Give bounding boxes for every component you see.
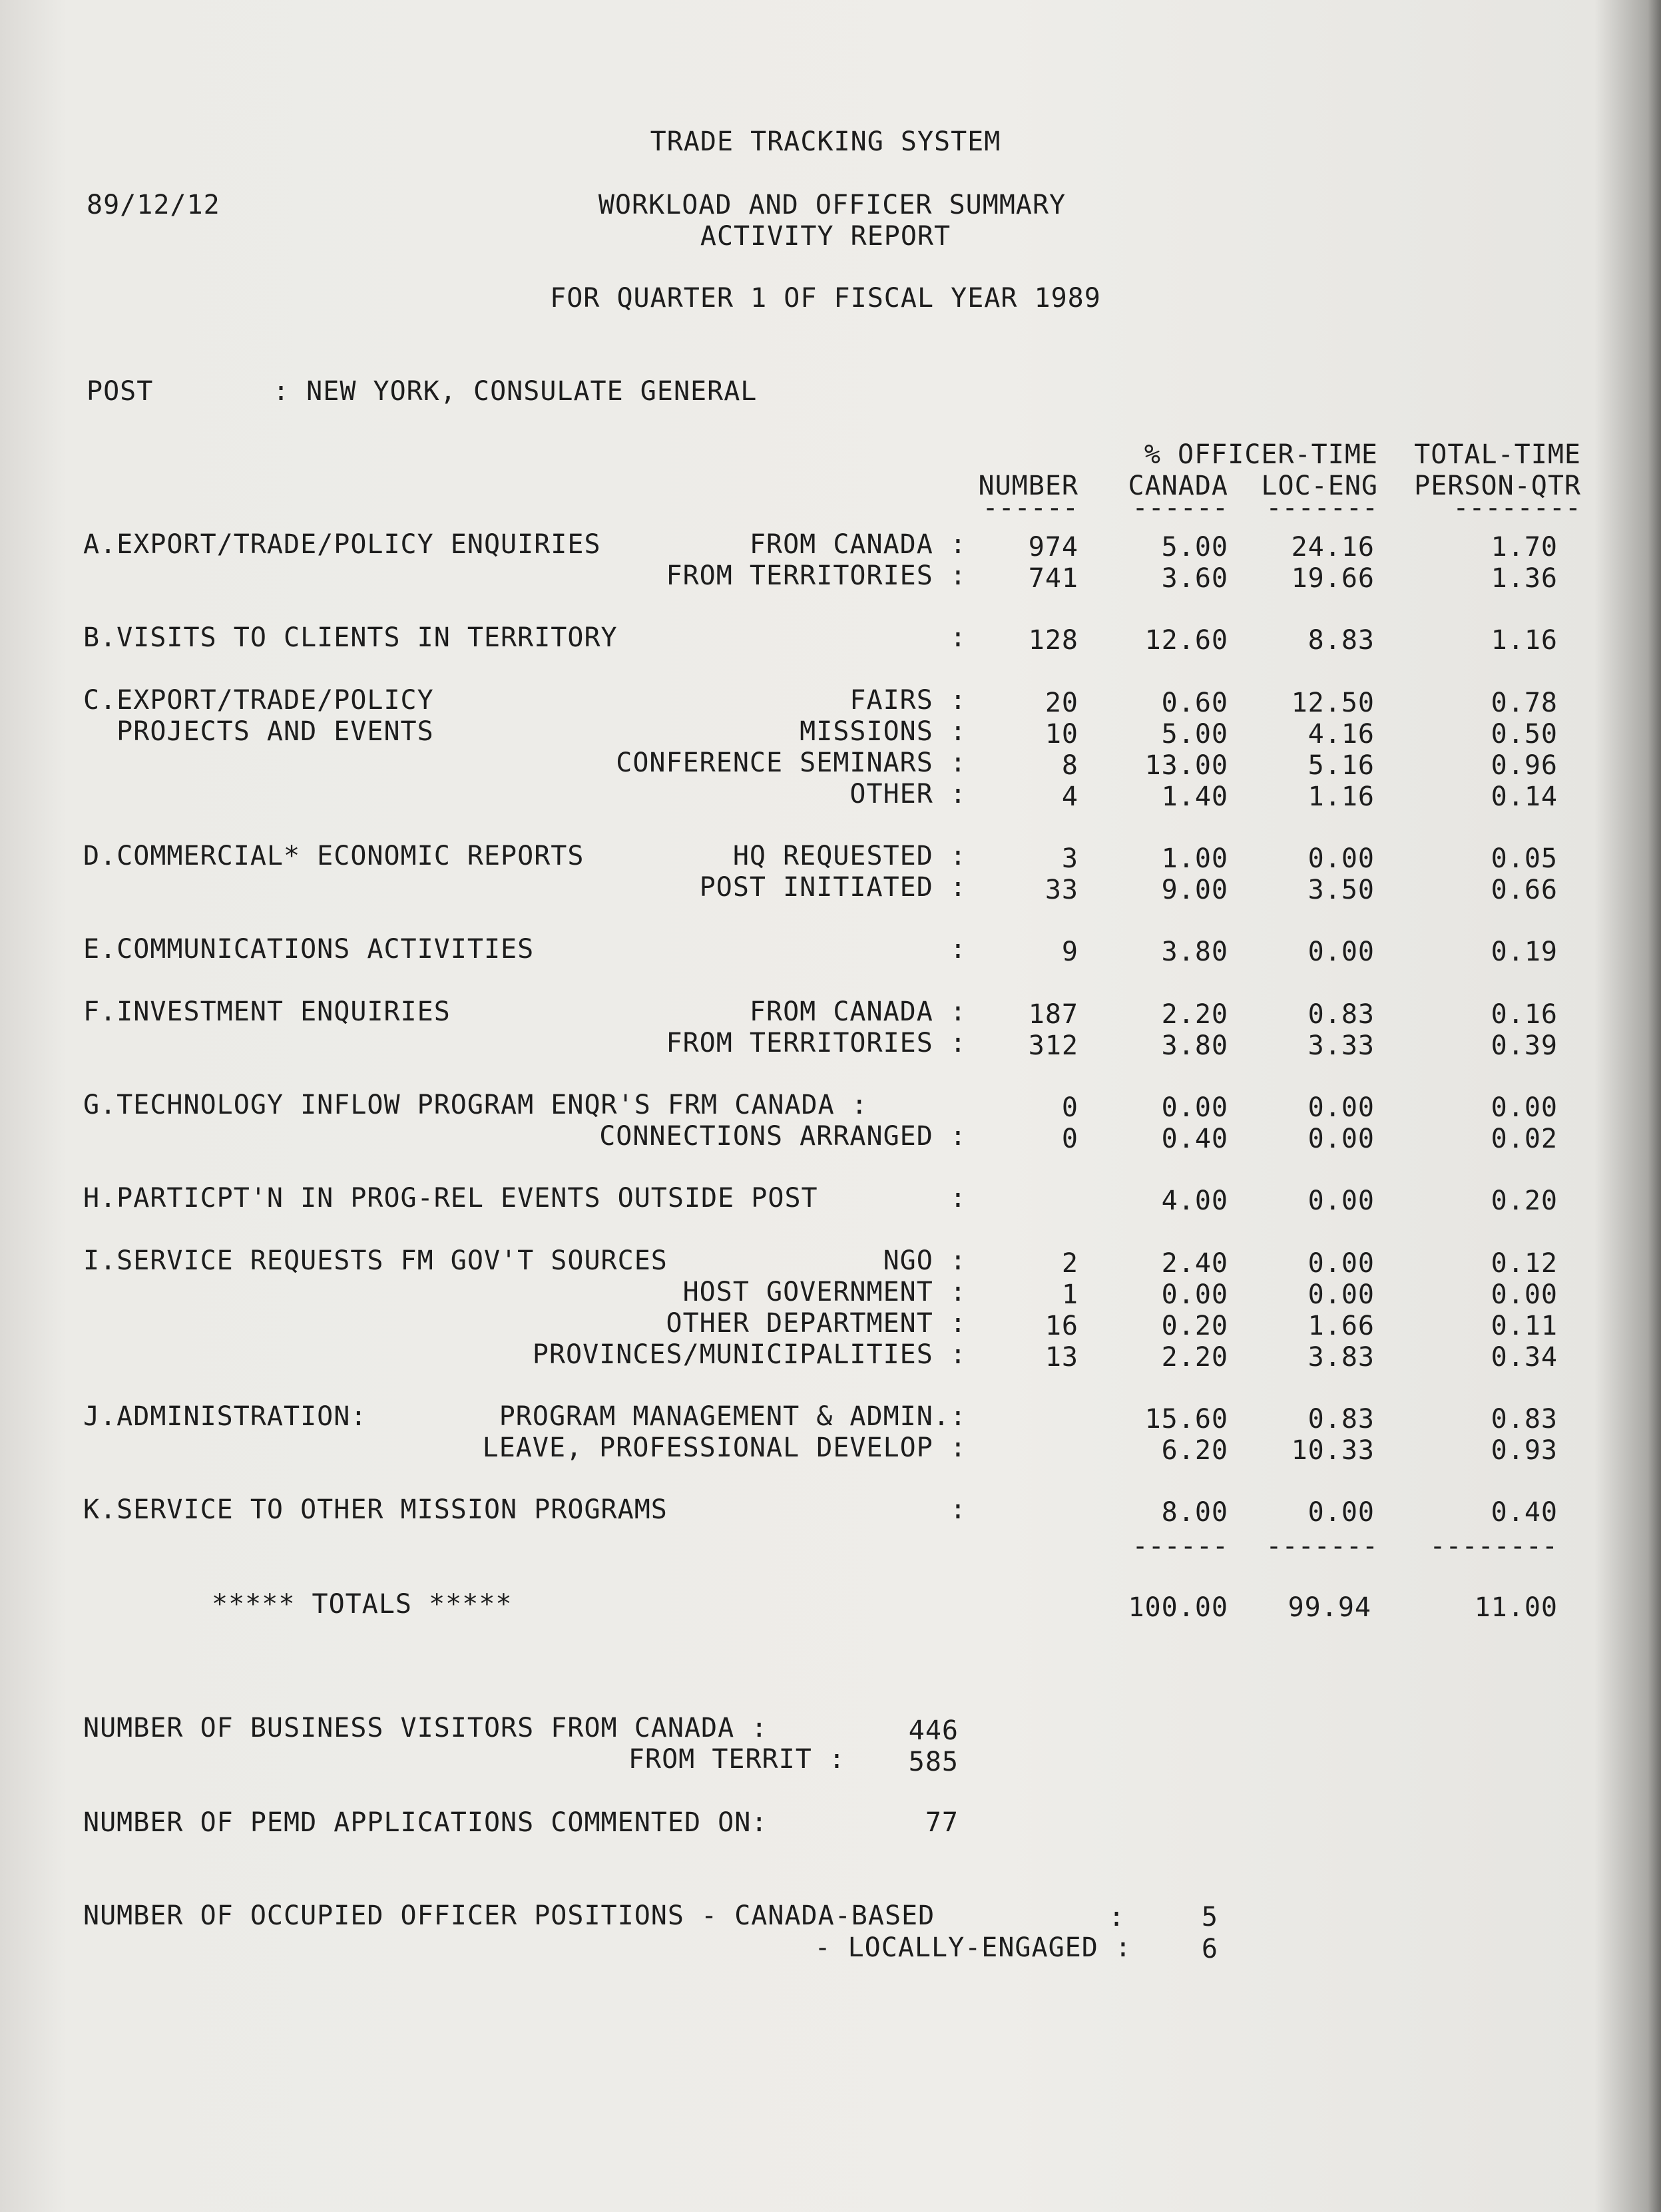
row-loc-eng-pct: 5.16: [1307, 750, 1375, 781]
row-loc-eng-pct: 0.83: [1307, 999, 1375, 1030]
person-qtr-column-header: PERSON-QTR: [1414, 471, 1581, 501]
row-loc-eng-pct: 3.50: [1307, 875, 1375, 905]
number-header-underline: ------: [982, 493, 1078, 523]
row-loc-eng-pct: 0.00: [1307, 1279, 1375, 1310]
totals-canada-underline: ------: [1132, 1531, 1228, 1562]
row-person-qtr: 0.14: [1491, 781, 1558, 812]
row-canada-pct: 0.00: [1161, 1279, 1228, 1310]
row-person-qtr: 0.78: [1491, 688, 1558, 718]
row-loc-eng-pct: 0.00: [1307, 843, 1375, 874]
row-label: PROJECTS AND EVENTS: [83, 716, 434, 747]
row-person-qtr: 0.93: [1491, 1435, 1558, 1466]
row-person-qtr: 0.50: [1491, 719, 1558, 750]
loc-eng-column-header: LOC-ENG: [1261, 471, 1378, 501]
loc-eng-header-underline: -------: [1266, 493, 1378, 523]
row-canada-pct: 3.80: [1161, 937, 1228, 967]
row-sublabel: OTHER :: [849, 779, 967, 809]
row-canada-pct: 4.00: [1161, 1186, 1228, 1216]
row-number: 9: [1061, 937, 1078, 967]
row-person-qtr: 0.66: [1491, 875, 1558, 905]
row-canada-pct: 0.60: [1161, 688, 1228, 718]
row-label: G.TECHNOLOGY INFLOW PROGRAM ENQR'S FRM CANADA :: [83, 1090, 868, 1120]
totals-label: ***** TOTALS *****: [212, 1589, 513, 1620]
row-sublabel: FAIRS :: [849, 685, 967, 716]
canada-column-header: CANADA: [1128, 471, 1228, 501]
row-sublabel: FROM CANADA :: [749, 529, 967, 560]
row-person-qtr: 0.11: [1491, 1311, 1558, 1341]
row-label: C.EXPORT/TRADE/POLICY: [83, 685, 434, 716]
row-canada-pct: 2.40: [1161, 1248, 1228, 1279]
row-number: 128: [1028, 625, 1078, 656]
report-title-line-1: WORKLOAD AND OFFICER SUMMARY: [598, 190, 1067, 220]
row-number: 3: [1061, 843, 1078, 874]
row-sublabel: :: [949, 1494, 967, 1525]
row-person-qtr: 0.34: [1491, 1342, 1558, 1373]
row-number: 312: [1028, 1030, 1078, 1061]
row-number: 187: [1028, 999, 1078, 1030]
row-sublabel: PROVINCES/MUNICIPALITIES :: [532, 1339, 967, 1370]
row-canada-pct: 3.60: [1161, 563, 1228, 594]
row-number: 13: [1045, 1342, 1078, 1373]
totals-person-qtr-underline: --------: [1429, 1531, 1558, 1562]
row-canada-pct: 1.00: [1161, 843, 1228, 874]
business-visitors-territ-label: FROM TERRIT :: [628, 1744, 845, 1775]
officer-positions-canada: 5: [1201, 1902, 1218, 1932]
row-person-qtr: 0.39: [1491, 1030, 1558, 1061]
row-number: 20: [1045, 688, 1078, 718]
row-loc-eng-pct: 3.33: [1307, 1030, 1375, 1061]
row-label: J.ADMINISTRATION:: [83, 1401, 367, 1432]
row-number: 8: [1061, 750, 1078, 781]
row-sublabel: :: [949, 622, 967, 653]
row-label: H.PARTICPT'N IN PROG-REL EVENTS OUTSIDE POST: [83, 1183, 818, 1214]
row-number: [919, 1432, 1078, 1469]
row-number: 4: [1061, 781, 1078, 812]
row-loc-eng-pct: 0.00: [1307, 1124, 1375, 1154]
row-canada-pct: 6.20: [1161, 1435, 1228, 1466]
post-value: : NEW YORK, CONSULATE GENERAL: [273, 376, 758, 407]
total-time-header: TOTAL-TIME: [1414, 439, 1581, 470]
row-person-qtr: 1.70: [1491, 532, 1558, 562]
row-number: 1: [1061, 1279, 1078, 1310]
row-number: [919, 1182, 1078, 1219]
report-period: FOR QUARTER 1 OF FISCAL YEAR 1989: [550, 283, 1101, 314]
row-number: 741: [1028, 563, 1078, 594]
pct-officer-time-header: % OFFICER-TIME: [1144, 439, 1378, 470]
row-number: 16: [1045, 1311, 1078, 1341]
pemd-applications-label: NUMBER OF PEMD APPLICATIONS COMMENTED ON:: [83, 1807, 768, 1838]
row-canada-pct: 3.80: [1161, 1030, 1228, 1061]
officer-positions-local-label: - LOCALLY-ENGAGED :: [814, 1932, 1132, 1963]
row-canada-pct: 5.00: [1161, 532, 1228, 562]
system-title: TRADE TRACKING SYSTEM: [650, 126, 1001, 157]
row-canada-pct: 15.60: [1144, 1404, 1228, 1435]
post-label: POST: [87, 376, 154, 407]
business-visitors-territ: 585: [908, 1747, 959, 1777]
row-canada-pct: 0.40: [1161, 1124, 1228, 1154]
row-loc-eng-pct: 0.00: [1307, 1248, 1375, 1279]
row-label: F.INVESTMENT ENQUIRIES: [83, 996, 451, 1027]
row-label: E.COMMUNICATIONS ACTIVITIES: [83, 934, 535, 965]
row-loc-eng-pct: 1.16: [1307, 781, 1375, 812]
row-sublabel: CONNECTIONS ARRANGED :: [599, 1121, 967, 1152]
totals-canada: 100.00: [1128, 1592, 1228, 1623]
row-sublabel: FROM TERRITORIES :: [666, 1028, 967, 1058]
officer-positions-canada-colon: :: [1108, 1902, 1126, 1932]
report-title-line-2: ACTIVITY REPORT: [700, 221, 951, 252]
row-sublabel: NGO :: [883, 1245, 967, 1276]
officer-positions-label: NUMBER OF OCCUPIED OFFICER POSITIONS - CANADA-BASED: [83, 1900, 935, 1931]
row-person-qtr: 0.96: [1491, 750, 1558, 781]
row-sublabel: HQ REQUESTED :: [732, 841, 967, 871]
canada-header-underline: ------: [1132, 493, 1228, 523]
row-number: 2: [1061, 1248, 1078, 1279]
row-sublabel: LEAVE, PROFESSIONAL DEVELOP :: [482, 1433, 967, 1463]
number-column-header: NUMBER: [978, 471, 1078, 501]
row-sublabel: FROM CANADA :: [749, 996, 967, 1027]
row-sublabel: FROM TERRITORIES :: [666, 560, 967, 591]
row-canada-pct: 0.00: [1161, 1092, 1228, 1123]
business-visitors-canada: 446: [908, 1715, 959, 1746]
business-visitors-label: NUMBER OF BUSINESS VISITORS FROM CANADA :: [83, 1713, 768, 1743]
row-number: 0: [1061, 1092, 1078, 1123]
officer-positions-local: 6: [1201, 1934, 1218, 1964]
row-loc-eng-pct: 8.83: [1307, 625, 1375, 656]
row-label: A.EXPORT/TRADE/POLICY ENQUIRIES: [83, 529, 601, 560]
row-person-qtr: 0.19: [1491, 937, 1558, 967]
totals-person-qtr: 11.00: [1474, 1592, 1558, 1623]
row-loc-eng-pct: 12.50: [1291, 688, 1375, 718]
row-loc-eng-pct: 4.16: [1307, 719, 1375, 750]
row-label: B.VISITS TO CLIENTS IN TERRITORY: [83, 622, 618, 653]
row-loc-eng-pct: 0.83: [1307, 1404, 1375, 1435]
row-loc-eng-pct: 0.00: [1307, 1186, 1375, 1216]
row-loc-eng-pct: 24.16: [1291, 532, 1375, 562]
row-loc-eng-pct: 19.66: [1291, 563, 1375, 594]
row-sublabel: :: [949, 934, 967, 965]
row-canada-pct: 5.00: [1161, 719, 1228, 750]
row-sublabel: :: [949, 1183, 967, 1214]
row-number: 0: [1061, 1124, 1078, 1154]
row-number: 10: [1045, 719, 1078, 750]
row-number: [919, 1494, 1078, 1531]
row-label: I.SERVICE REQUESTS FM GOV'T SOURCES: [83, 1245, 668, 1276]
totals-loc-eng: 99.94: [1288, 1592, 1371, 1623]
row-person-qtr: 0.83: [1491, 1404, 1558, 1435]
row-person-qtr: 0.02: [1491, 1124, 1558, 1154]
row-sublabel: OTHER DEPARTMENT :: [666, 1308, 967, 1339]
row-canada-pct: 2.20: [1161, 999, 1228, 1030]
row-sublabel: MISSIONS :: [800, 716, 967, 747]
row-canada-pct: 2.20: [1161, 1342, 1228, 1373]
row-person-qtr: 0.12: [1491, 1248, 1558, 1279]
row-sublabel: PROGRAM MANAGEMENT & ADMIN.:: [499, 1401, 967, 1432]
row-canada-pct: 13.00: [1144, 750, 1228, 781]
row-person-qtr: 0.40: [1491, 1497, 1558, 1528]
row-loc-eng-pct: 0.00: [1307, 1497, 1375, 1528]
row-canada-pct: 9.00: [1161, 875, 1228, 905]
row-loc-eng-pct: 1.66: [1307, 1311, 1375, 1341]
row-canada-pct: 12.60: [1144, 625, 1228, 656]
row-number: 974: [1028, 532, 1078, 562]
row-canada-pct: 1.40: [1161, 781, 1228, 812]
row-label: K.SERVICE TO OTHER MISSION PROGRAMS: [83, 1494, 668, 1525]
row-loc-eng-pct: 0.00: [1307, 1092, 1375, 1123]
pemd-applications-value: 77: [925, 1807, 959, 1838]
row-person-qtr: 0.00: [1491, 1279, 1558, 1310]
row-person-qtr: 0.05: [1491, 843, 1558, 874]
row-canada-pct: 0.20: [1161, 1311, 1228, 1341]
totals-loc-eng-underline: -------: [1266, 1531, 1378, 1562]
row-loc-eng-pct: 0.00: [1307, 937, 1375, 967]
row-loc-eng-pct: 10.33: [1291, 1435, 1375, 1466]
row-sublabel: CONFERENCE SEMINARS :: [616, 748, 967, 778]
row-number: 33: [1045, 875, 1078, 905]
row-person-qtr: 1.36: [1491, 563, 1558, 594]
row-canada-pct: 8.00: [1161, 1497, 1228, 1528]
row-loc-eng-pct: 3.83: [1307, 1342, 1375, 1373]
person-qtr-header-underline: --------: [1453, 493, 1581, 523]
row-label: D.COMMERCIAL* ECONOMIC REPORTS: [83, 841, 585, 871]
row-sublabel: HOST GOVERNMENT :: [682, 1277, 967, 1307]
row-sublabel: POST INITIATED :: [699, 872, 967, 903]
row-person-qtr: 0.20: [1491, 1186, 1558, 1216]
row-person-qtr: 0.16: [1491, 999, 1558, 1030]
report-date: 89/12/12: [87, 190, 220, 220]
row-person-qtr: 0.00: [1491, 1092, 1558, 1123]
row-person-qtr: 1.16: [1491, 625, 1558, 656]
